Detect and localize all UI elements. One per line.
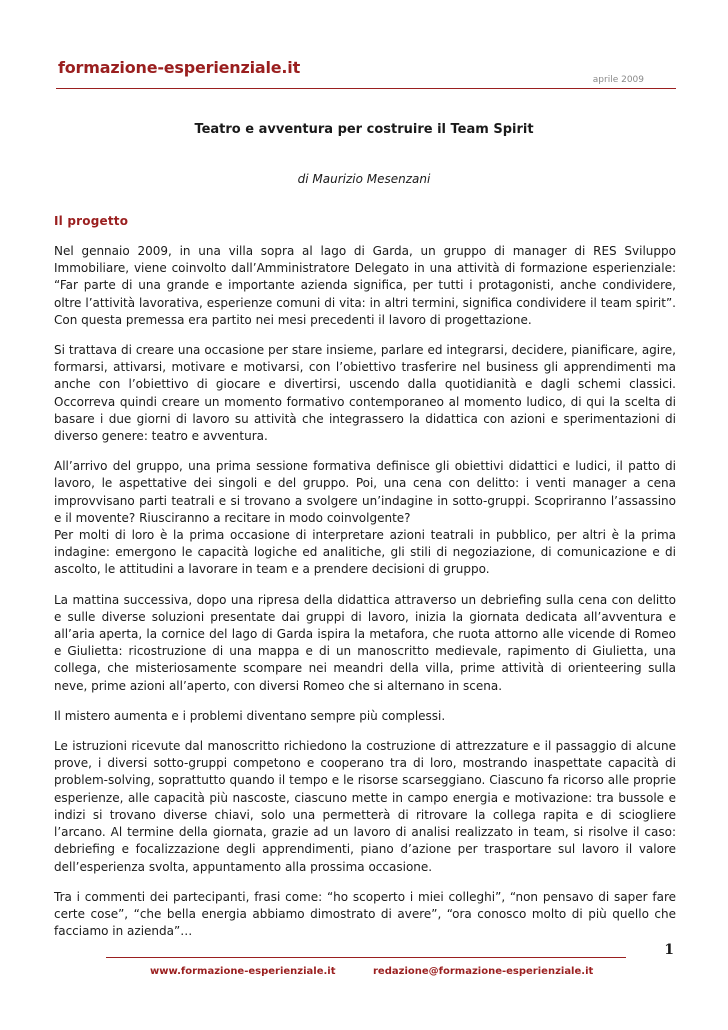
header-divider xyxy=(56,88,676,89)
footer-divider xyxy=(106,957,626,958)
footer-email-link[interactable]: redazione@formazione-esperienziale.it xyxy=(373,966,594,977)
paragraph: Il mistero aumenta e i problemi diventano sempre più complessi. xyxy=(54,708,446,723)
article-author: di Maurizio Mesenzani xyxy=(297,172,431,186)
article-title: Teatro e avventura per costruire il Team Spirit xyxy=(194,122,534,137)
paragraph: La mattina successiva, dopo una ripresa della didattica attraverso un debriefing sulla cena con delitto e sulle diverse soluzioni presentate dai gruppi di lavoro, inizia la giornata dedicata all’avventura e all’aria aperta, la cornice del lago di Garda ispira la metafora, che ruota attorno alle vicende di Romeo e Giulietta: ricostruzione di una mappa e di un manoscritto medievale, rapimento di Giulietta, una collega, che misteriosamente scompare nei meandri della villa, prime attività di orienteering sulla neve, prime azioni all’aperto, con diversi Romeo che si alternano in scena. xyxy=(54,592,676,693)
paragraph: Tra i commenti dei partecipanti, frasi come: “ho scoperto i miei colleghi”, “non pensavo di saper fare certe cose”, “che bella energia abbiamo dimostrato di avere”, “ora conosco molto di più quello che facciamo in azienda”… xyxy=(54,889,676,939)
issue-date: aprile 2009 xyxy=(592,75,644,85)
paragraph: Nel gennaio 2009, in una villa sopra al lago di Garda, un gruppo di manager di RES Sviluppo Immobiliare, viene coinvolto dall’Amministratore Delegato in una attività di formazione esperienziale: “Far parte di una grande e importante azienda significa, per tutti i protagonisti, anche condividere, oltre l’attività lavorativa, esperienze comuni di vita: in altri termini, significa condividere il team spirit”. Con questa premessa era partito nei mesi precedenti il lavoro di progettazione. xyxy=(54,244,676,327)
page-number: 1 xyxy=(664,942,674,958)
paragraph: All’arrivo del gruppo, una prima sessione formativa definisce gli obiettivi didattici e ludici, il patto di lavoro, le aspettative dei singoli e del gruppo. Poi, una cena con delitto: i venti manager a cena improvvisano parti teatrali e si trovano a svolgere un’indagine in sotto-gruppi. Scopriranno l’assassino e il movente? Riusciranno a recitare in modo coinvolgente? xyxy=(54,459,676,525)
section-heading: Il progetto xyxy=(54,214,129,228)
paragraph: Le istruzioni ricevute dal manoscritto richiedono la costruzione di attrezzature e il passaggio di alcune prove, i diversi sotto-gruppi competono e cooperano tra di loro, mostrando inaspettate capacità di problem-solving, soprattutto quando il tempo e le risorse scarseggiano. Ciascuno fa ricorso alle proprie esperienze, alle capacità più nascoste, ciascuno mette in campo energia e motivazione: tra bussole e indizi si trovano diverse chiavi, solo una permetterà di ritrovare la collega rapita e di sciogliere l’arcano. Al termine della giornata, grazie ad un lavoro di analisi realizzato in team, si risolve il caso: debriefing e focalizzazione degli apprendimenti, piano d’azione per trasportare sul lavoro il valore dell’esperienza svolta, appuntamento alla prossima occasione. xyxy=(54,739,676,874)
footer-website-link[interactable]: www.formazione-esperienziale.it xyxy=(150,966,336,977)
article-body xyxy=(54,243,676,953)
paragraph: Per molti di loro è la prima occasione di interpretare azioni teatrali in pubblico, per altri è la prima indagine: emergono le capacità logiche ed analitiche, gli stili di negoziazione, di comunicazione e di ascolto, le attitudini a lavorare in team e a prendere decisioni di gruppo. xyxy=(54,528,676,577)
footer xyxy=(150,966,593,977)
site-logo: formazione-esperienziale.it xyxy=(58,58,301,77)
paragraph: Si trattava di creare una occasione per stare insieme, parlare ed integrarsi, decidere, pianificare, agire, formarsi, attivarsi, motivare e motivarsi, con l’obiettivo trasferire nel business gli apprendimenti ma anche con l’obiettivo di giocare e divertirsi, uscendo dalla quotidianità e dagli schemi classici. Occorreva quindi creare un momento formativo contemporaneo al momento ludico, di qui la scelta di basare i due giorni di lavoro su attività che integrassero la didattica con azioni e sperimentazioni di diverso genere: teatro e avventura. xyxy=(54,343,676,444)
